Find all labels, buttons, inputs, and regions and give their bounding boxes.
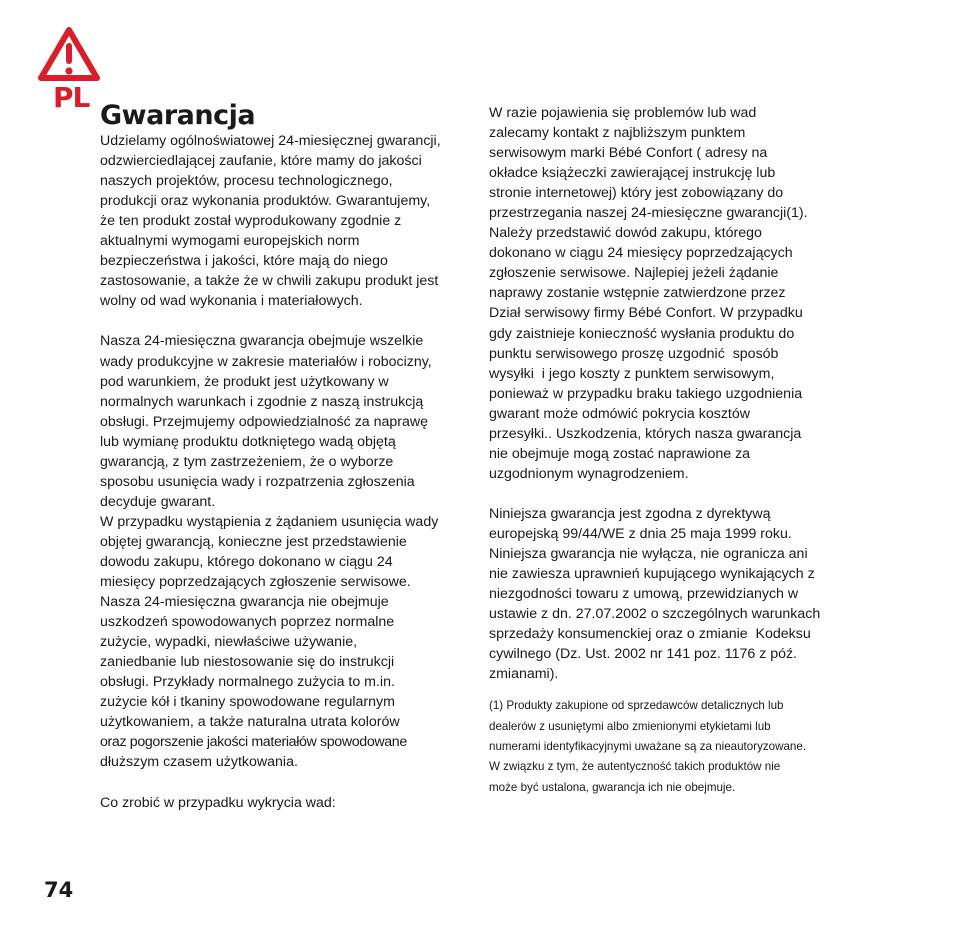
paragraph-line: nie zawiesza uprawnień kupującego wynikających z (489, 566, 815, 583)
paragraph-line: bezpieczeństwa i jakości, które mają do niego (100, 253, 388, 270)
paragraph-line: oraz pogorszenie jakości materiałów spowodowane (100, 734, 407, 751)
paragraph-line: odzwierciedlającej zaufanie, które mamy do jakości (100, 153, 422, 170)
paragraph-line: zużycie, wypadki, niewłaściwe używanie, (100, 634, 358, 651)
paragraph-line: sprzedaży konsumenckiej oraz o zmianie Kodeksu (489, 626, 811, 643)
paragraph-line: decyduje gwarant. (100, 493, 216, 510)
paragraph-line: cywilnego (Dz. Ust. 2002 nr 141 poz. 1176 z póź. (489, 646, 798, 663)
paragraph-line: zmianami). (489, 666, 559, 683)
paragraph-line: Niniejsza gwarancja jest zgodna z dyrektywą (489, 505, 771, 522)
paragraph-line: pod warunkiem, że produkt jest użytkowany w (100, 373, 389, 390)
paragraph-line: wady produkcyjne w zakresie materiałów i robocizny, (100, 353, 432, 370)
footnote-line: może być ustalona, gwarancja ich nie obejmuje. (489, 780, 736, 794)
paragraph-line: naszych projektów, procesu technologicznego, (100, 173, 393, 190)
paragraph-line: miesięcy poprzedzających zgłoszenie serwisowe. (100, 574, 411, 591)
paragraph-line: Co zrobić w przypadku wykrycia wad: (100, 794, 336, 811)
paragraph-line: Dział serwisowy firmy Bébé Confort. W przypadku (489, 305, 803, 322)
paragraph-line: normalnych warunkach i zgodnie z naszą instrukcją (100, 393, 424, 410)
footnote-line: dealerów z usuniętymi albo zmienionymi etykietami lub (489, 719, 771, 733)
page-number: 74 (44, 878, 74, 902)
paragraph-line: gwarant może odmówić pokrycia kosztów (489, 405, 750, 422)
paragraph-line: Nasza 24-miesięczna gwarancja obejmuje wszelkie (100, 333, 424, 350)
paragraph-line: przestrzegania naszej 24-miesięczne gwarancji(1). (489, 205, 808, 222)
left-column (100, 131, 470, 813)
paragraph-line: produkcji oraz wykonania produktów. Gwarantujemy, (100, 193, 431, 210)
paragraph-line: obsługi. Przejmujemy odpowiedzialność za naprawę (100, 413, 429, 430)
paragraph-line: dokonano w ciągu 24 miesięcy poprzedzających (489, 245, 793, 262)
paragraph-line: W razie pojawienia się problemów lub wad (489, 105, 757, 121)
paragraph-line: dłuższym czasem użytkowania. (100, 754, 298, 771)
paragraph-line: uszkodzeń spowodowanych poprzez normalne (100, 614, 395, 631)
paragraph-line: ustawie z dn. 27.07.2002 o szczególnych warunkach (489, 606, 821, 623)
paragraph-line: gwarancją, z tym zastrzeżeniem, że o wyborze (100, 453, 394, 470)
footnote-line: W związku z tym, że autentyczność takich produktów nie (489, 760, 781, 774)
paragraph-line: sposobu usunięcia wady i rozpatrzenia zgłoszenia (100, 473, 415, 490)
paragraph-line: wysyłki i jego koszty z punktem serwisowym, (489, 365, 775, 382)
paragraph-line: że ten produkt został wyprodukowany zgodnie z (100, 213, 402, 230)
paragraph-line: zalecamy kontakt z najbliższym punktem (489, 125, 746, 142)
paragraph-line: obsługi. Przykłady normalnego zużycia to m.in. (100, 674, 395, 691)
paragraph-line: wolny od wad wykonania i materiałowych. (100, 293, 363, 310)
paragraph-line: przesyłki.. Uszkodzenia, których nasza gwarancja (489, 425, 802, 442)
paragraph-line: Należy przedstawić dowód zakupu, którego (489, 225, 762, 242)
paragraph-line: W przypadku wystąpienia z żądaniem usunięcia wady (100, 513, 439, 530)
paragraph-line: okładce książeczki zawierającej instrukcję lub (489, 165, 776, 182)
warning-triangle-icon (37, 26, 101, 83)
footnote-line: numerami identyfikacyjnymi uważane są za nieautoryzowane. (489, 739, 807, 753)
paragraph-line: zużycie kół i tkaniny spowodowane regularnym (100, 694, 395, 711)
paragraph-line: naprawy zostanie wstępnie zatwierdzone przez (489, 285, 786, 302)
right-column (489, 103, 859, 798)
footnote-line: (1) Produkty zakupione od sprzedawców detalicznych lub (489, 699, 784, 713)
paragraph-line: użytkowaniem, a także naturalna utrata kolorów (100, 714, 400, 731)
paragraph-line: gdy zaistnieje konieczność wysłania produktu do (489, 325, 795, 342)
language-tag: PL (53, 81, 90, 114)
paragraph-line: ponieważ w przypadku braku takiego uzgodnienia (489, 385, 803, 402)
paragraph-line: europejską 99/44/WE z dnia 25 maja 1999 roku. (489, 525, 792, 542)
paragraph-gap (100, 311, 470, 331)
paragraph-gap (100, 773, 470, 793)
paragraph-line: lub wymianę produktu dotkniętego wadą objętą (100, 433, 396, 450)
paragraph-line: zastosowanie, a także że w chwili zakupu produkt jest (100, 273, 439, 290)
paragraph-line: nie obejmuje mogą zostać naprawione za (489, 445, 751, 462)
paragraph-gap (489, 484, 859, 504)
paragraph-line: stronie internetowej) który jest zobowiązany do (489, 185, 784, 202)
paragraph-line: uzgodnionym wynagrodzeniem. (489, 465, 689, 482)
paragraph-line: Nasza 24-miesięczna gwarancja nie obejmuje (100, 594, 389, 611)
paragraph-line: zgłoszenie serwisowe. Najlepiej jeżeli żądanie (489, 265, 779, 282)
paragraph-line: objętej gwarancją, konieczne jest przedstawienie (100, 533, 407, 550)
paragraph-line: serwisowym marki Bébé Confort ( adresy na (489, 145, 768, 162)
paragraph-line: niezgodności towaru z umową, przewidzianych w (489, 586, 799, 603)
paragraph-line: Udzielamy ogólnoświatowej 24-miesięcznej gwarancji, (100, 133, 441, 149)
paragraph-line: aktualnymi wymogami europejskich norm (100, 233, 360, 250)
paragraph-line: Niniejsza gwarancja nie wyłącza, nie ogranicza ani (489, 546, 808, 563)
paragraph-line: dowodu zakupu, którego dokonano w ciągu 24 (100, 553, 393, 570)
page-title: Gwarancja (100, 100, 256, 131)
paragraph-line: punktu serwisowego proszę uzgodnić sposób (489, 345, 779, 362)
footnote (489, 696, 859, 797)
paragraph-line: zaniedbanie lub niestosowanie się do instrukcji (100, 654, 395, 671)
